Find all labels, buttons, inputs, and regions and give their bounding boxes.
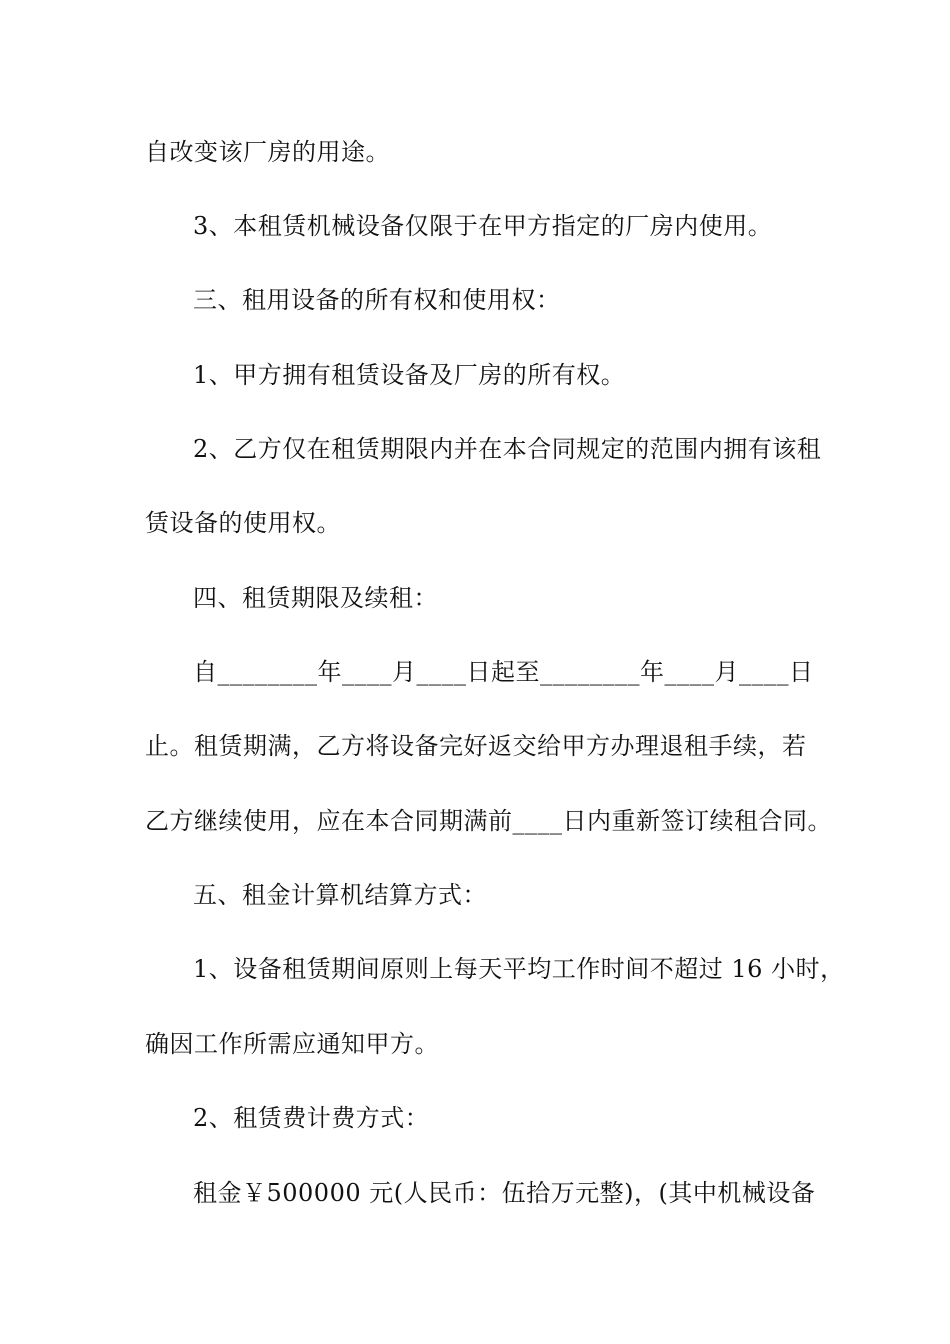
paragraph-line: 自________年____月____日起至________年____月____日 [193, 658, 814, 686]
paragraph-line: 赁设备的使用权。 [145, 509, 341, 537]
paragraph-line: 自改变该厂房的用途。 [145, 138, 390, 166]
paragraph-line: 1、设备租赁期间原则上每天平均工作时间不超过 16 小时， [193, 955, 845, 983]
section-heading: 五、租金计算机结算方式： [193, 881, 487, 909]
paragraph-line: 1、甲方拥有租赁设备及厂房的所有权。 [193, 361, 626, 389]
paragraph-line: 确因工作所需应通知甲方。 [145, 1030, 439, 1058]
paragraph-line: 2、租赁费计费方式： [193, 1104, 430, 1132]
paragraph-line: 3、本租赁机械设备仅限于在甲方指定的厂房内使用。 [193, 212, 773, 240]
paragraph-line: 2、乙方仅在租赁期限内并在本合同规定的范围内拥有该租 [193, 435, 822, 463]
paragraph-line: 乙方继续使用，应在本合同期满前____日内重新签订续租合同。 [145, 807, 832, 835]
paragraph-line: 租金￥500000 元(人民币：伍拾万元整)，(其中机械设备 [193, 1179, 816, 1207]
paragraph-line: 止。租赁期满，乙方将设备完好返交给甲方办理退租手续，若 [145, 732, 807, 760]
section-heading: 四、租赁期限及续租： [193, 584, 438, 612]
section-heading: 三、租用设备的所有权和使用权： [193, 286, 561, 314]
